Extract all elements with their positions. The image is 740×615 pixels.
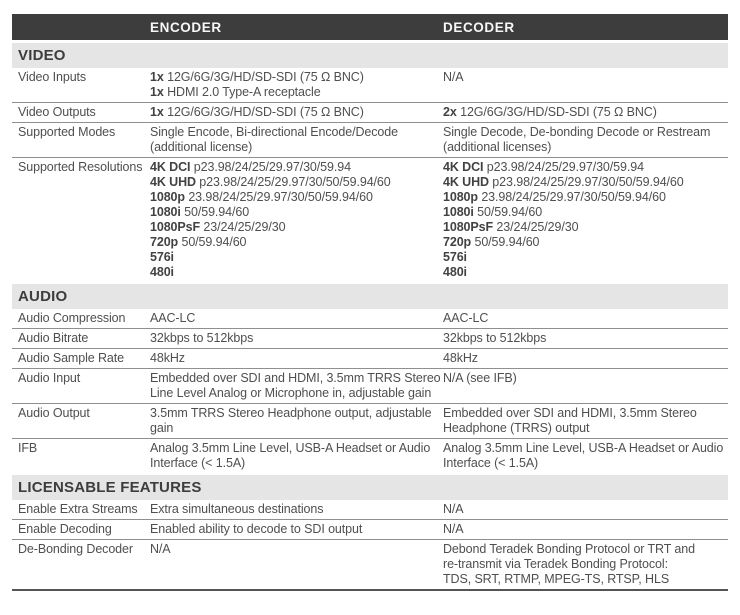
row-video-inputs [12,68,728,103]
row-supported-modes [12,123,728,158]
spec-line [443,70,728,85]
row-enable-extra-streams [12,500,728,520]
spec-line-text: HDMI 2.0 Type-A receptacle [163,85,321,99]
encoder-value [150,311,443,326]
spec-line-bold: 4K DCI [150,160,191,174]
spec-line [150,456,443,471]
spec-line [443,441,728,456]
spec-line [443,265,728,280]
spec-line [443,542,728,557]
spec-line [443,175,728,190]
spec-line [150,421,443,436]
spec-line-bold: 4K UHD [150,175,196,189]
spec-line-text: Interface (< 1.5A) [443,456,539,470]
spec-line [443,125,728,140]
spec-line [150,522,443,537]
spec-line-bold: 1x [150,105,164,119]
encoder-value [150,105,443,120]
spec-line-text: 48kHz [443,351,478,365]
spec-label: Audio Output [18,406,90,420]
spec-line [443,456,728,471]
spec-line [443,572,728,587]
spec-line-text: (additional licenses) [443,140,552,154]
spec-label: Enable Extra Streams [18,502,138,516]
spec-line [150,386,443,401]
spec-line-text: N/A [443,522,464,536]
spec-line [150,542,443,557]
spec-line [443,557,728,572]
spec-line-text: 12G/6G/3G/HD/SD-SDI (75 Ω BNC) [163,105,364,119]
spec-line-text: 48kHz [150,351,185,365]
spec-line-text: Interface (< 1.5A) [150,456,246,470]
spec-line-text: Analog 3.5mm Line Level, USB-A Headset or Audio [150,441,431,455]
spec-label: Video Inputs [18,70,87,84]
column-header-row [12,14,728,40]
spec-line [150,250,443,265]
spec-line-text: N/A (see IFB) [443,371,517,385]
spec-line-text: 23/24/25/29/30 [200,220,286,234]
spec-line [443,220,728,235]
spec-line-text: 32kbps to 512kbps [443,331,547,345]
row-audio-bitrate [12,329,728,349]
decoder-value [443,160,728,280]
spec-label: Supported Modes [18,125,116,139]
spec-line-text: N/A [443,502,464,516]
spec-line-bold: 1080i [150,205,181,219]
spec-line [443,140,728,155]
spec-line-text: Line Level Analog or Microphone in, adjustable gain [150,386,432,400]
encoder-value [150,502,443,517]
encoder-value [150,331,443,346]
encoder-value [150,125,443,155]
spec-line [150,265,443,280]
encoder-value [150,406,443,436]
spec-line [150,235,443,250]
spec-line-text: (additional license) [150,140,253,154]
section-header-licensable-features [12,475,728,500]
spec-line [150,441,443,456]
spec-line-bold: 480i [150,265,174,279]
spec-line-bold: 1080p [150,190,185,204]
spec-line [150,502,443,517]
spec-line-text: 32kbps to 512kbps [150,331,254,345]
spec-line [150,85,443,100]
spec-line-bold: 576i [443,250,467,264]
spec-line [150,331,443,346]
decoder-value [443,351,728,366]
spec-line [443,160,728,175]
spec-line-bold: 576i [150,250,174,264]
spec-line [150,190,443,205]
spec-line [150,311,443,326]
decoder-value [443,331,728,346]
decoder-value [443,441,728,471]
spec-line-bold: 720p [443,235,472,249]
spec-line-text: 50/59.94/60 [471,235,540,249]
spec-line-text: AAC-LC [443,311,489,325]
spec-line [150,125,443,140]
spec-line [150,351,443,366]
column-header-decoder: DECODER [443,19,515,35]
column-header-encoder: ENCODER [150,19,222,35]
spec-line [443,311,728,326]
spec-line-text: re-transmit via Teradek Bonding Protocol: [443,557,668,571]
spec-line-text: p23.98/24/25/29.97/30/59.94 [190,160,351,174]
spec-line [150,175,443,190]
spec-line-text: TDS, SRT, RTMP, MPEG-TS, RTSP, HLS [443,572,670,586]
row-video-outputs [12,103,728,123]
row-enable-decoding [12,520,728,540]
spec-line [150,160,443,175]
spec-label: Supported Resolutions [18,160,143,174]
spec-line-bold: 2x [443,105,457,119]
spec-line [150,371,443,386]
decoder-value [443,105,728,120]
spec-line-text: Embedded over SDI and HDMI, 3.5mm Stereo [443,406,697,420]
spec-line-bold: 1080PsF [150,220,201,234]
spec-line-text: AAC-LC [150,311,196,325]
section-title: LICENSABLE FEATURES [18,479,202,496]
row-audio-sample-rate [12,349,728,369]
spec-line-bold: 1x [150,70,164,84]
section-title: AUDIO [18,288,68,305]
decoder-value [443,125,728,155]
spec-label: Enable Decoding [18,522,112,536]
spec-line-bold: 1080PsF [443,220,494,234]
spec-line-text: N/A [150,542,171,556]
encoder-value [150,542,443,557]
spec-line-bold: 4K DCI [443,160,484,174]
spec-line-bold: 1080i [443,205,474,219]
decoder-value [443,502,728,517]
spec-label: Audio Compression [18,311,126,325]
spec-line [150,140,443,155]
spec-line-text: Debond Teradek Bonding Protocol or TRT and [443,542,695,556]
spec-line-text: 50/59.94/60 [178,235,247,249]
spec-line-text: 12G/6G/3G/HD/SD-SDI (75 Ω BNC) [163,70,364,84]
spec-line-text: 23/24/25/29/30 [493,220,579,234]
spec-line-text: Embedded over SDI and HDMI, 3.5mm TRRS Stereo [150,371,441,385]
decoder-value [443,522,728,537]
spec-line-text: 3.5mm TRRS Stereo Headphone output, adjustable [150,406,432,420]
spec-line-text: Headphone (TRRS) output [443,421,590,435]
spec-line-text: 12G/6G/3G/HD/SD-SDI (75 Ω BNC) [456,105,657,119]
spec-line-text: 50/59.94/60 [180,205,250,219]
spec-line-text: Enabled ability to decode to SDI output [150,522,363,536]
spec-label: De-Bonding Decoder [18,542,133,556]
section-header-video [12,43,728,68]
spec-line-text: 50/59.94/60 [473,205,543,219]
section-header-audio [12,284,728,309]
spec-line [150,406,443,421]
spec-line-text: Single Decode, De-bonding Decode or Restream [443,125,711,139]
spec-line-text: N/A [443,70,464,84]
row-supported-resolutions [12,158,728,282]
spec-line-text: Extra simultaneous destinations [150,502,324,516]
spec-line [443,105,728,120]
spec-line [150,205,443,220]
spec-line [443,421,728,436]
decoder-value [443,371,728,386]
spec-line [443,351,728,366]
spec-label: Audio Bitrate [18,331,89,345]
spec-label: Video Outputs [18,105,96,119]
row-ifb [12,439,728,473]
spec-table [12,14,728,591]
row-audio-compression [12,309,728,329]
spec-line-text: Single Encode, Bi-directional Encode/Decode [150,125,398,139]
spec-line-bold: 720p [150,235,179,249]
spec-line-text: gain [150,421,174,435]
decoder-value [443,406,728,436]
spec-label: Audio Sample Rate [18,351,125,365]
section-title: VIDEO [18,47,66,64]
spec-line-text: p23.98/24/25/29.97/30/50/59.94/60 [488,175,684,189]
spec-line [443,406,728,421]
spec-label: IFB [18,441,38,455]
encoder-value [150,160,443,280]
encoder-value [150,522,443,537]
decoder-value [443,542,728,587]
spec-line [150,70,443,85]
encoder-value [150,441,443,471]
spec-line [443,205,728,220]
spec-line-text: Analog 3.5mm Line Level, USB-A Headset or Audio [443,441,724,455]
decoder-value [443,311,728,326]
row-audio-input [12,369,728,404]
spec-line-bold: 480i [443,265,467,279]
encoder-value [150,70,443,100]
spec-line-bold: 1x [150,85,164,99]
spec-line [443,235,728,250]
row-de-bonding-decoder [12,540,728,591]
row-audio-output [12,404,728,439]
spec-line [150,220,443,235]
encoder-value [150,371,443,401]
spec-line-text: p23.98/24/25/29.97/30/59.94 [483,160,644,174]
spec-line [443,331,728,346]
encoder-value [150,351,443,366]
spec-line [443,502,728,517]
spec-line-text: 23.98/24/25/29.97/30/50/59.94/60 [477,190,666,204]
spec-line [443,522,728,537]
spec-line [150,105,443,120]
decoder-value [443,70,728,85]
spec-line-bold: 4K UHD [443,175,489,189]
spec-label: Audio Input [18,371,81,385]
spec-line-text: p23.98/24/25/29.97/30/50/59.94/60 [195,175,391,189]
spec-line [443,250,728,265]
spec-line-text: 23.98/24/25/29.97/30/50/59.94/60 [184,190,373,204]
spec-line [443,371,728,386]
spec-line [443,190,728,205]
spec-line-bold: 1080p [443,190,478,204]
